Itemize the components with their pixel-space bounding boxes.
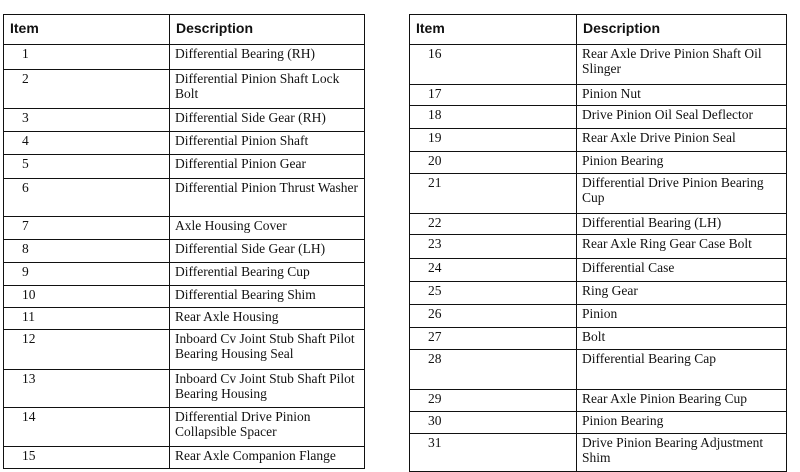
- table-row: [410, 282, 787, 305]
- item-number: 29: [410, 390, 577, 412]
- item-description: Differential Pinion Thrust Washer: [170, 179, 365, 217]
- table-row: [4, 330, 365, 370]
- item-description: Axle Housing Cover: [170, 217, 365, 240]
- table-row: [4, 132, 365, 155]
- item-number: 2: [4, 70, 170, 109]
- table-row: [410, 235, 787, 259]
- item-description: Pinion Bearing: [577, 412, 787, 434]
- item-column-header: Item: [410, 15, 577, 45]
- table-row: [4, 286, 365, 308]
- parts-table-right: [409, 14, 787, 472]
- table-row: [410, 350, 787, 390]
- item-number: 6: [4, 179, 170, 217]
- item-number: 31: [410, 434, 577, 472]
- item-number: 23: [410, 235, 577, 259]
- item-number: 21: [410, 174, 577, 214]
- table-row: [4, 240, 365, 263]
- table-row: [410, 214, 787, 235]
- table-row: [410, 129, 787, 152]
- item-number: 13: [4, 370, 170, 408]
- table-row: [410, 390, 787, 412]
- item-description: Ring Gear: [577, 282, 787, 305]
- item-description: Pinion Nut: [577, 85, 787, 106]
- table-row: [4, 447, 365, 469]
- item-number: 10: [4, 286, 170, 308]
- description-column-header: Description: [170, 15, 365, 45]
- table-header-row: [410, 15, 787, 45]
- item-description: Pinion Bearing: [577, 152, 787, 174]
- item-description: Rear Axle Drive Pinion Shaft Oil Slinger: [577, 45, 787, 85]
- item-number: 7: [4, 217, 170, 240]
- table-row: [4, 179, 365, 217]
- table-row: [410, 106, 787, 129]
- item-number: 24: [410, 259, 577, 282]
- item-number: 14: [4, 408, 170, 447]
- item-description: Bolt: [577, 328, 787, 350]
- table-row: [4, 217, 365, 240]
- item-number: 22: [410, 214, 577, 235]
- item-number: 4: [4, 132, 170, 155]
- item-number: 12: [4, 330, 170, 370]
- table-row: [4, 263, 365, 286]
- table-row: [4, 45, 365, 70]
- item-description: Drive Pinion Oil Seal Deflector: [577, 106, 787, 129]
- item-description: Rear Axle Pinion Bearing Cup: [577, 390, 787, 412]
- item-description: Rear Axle Companion Flange: [170, 447, 365, 469]
- item-description: Differential Side Gear (LH): [170, 240, 365, 263]
- item-number: 28: [410, 350, 577, 390]
- table-row: [4, 70, 365, 109]
- table-row: [410, 412, 787, 434]
- parts-table-left: [3, 14, 365, 469]
- item-description: Differential Drive Pinion Collapsible Spacer: [170, 408, 365, 447]
- item-description: Rear Axle Ring Gear Case Bolt: [577, 235, 787, 259]
- table-row: [410, 152, 787, 174]
- item-description: Rear Axle Drive Pinion Seal: [577, 129, 787, 152]
- table-row: [410, 174, 787, 214]
- item-description: Differential Bearing Cap: [577, 350, 787, 390]
- item-description: Differential Bearing (RH): [170, 45, 365, 70]
- table-row: [410, 259, 787, 282]
- table-row: [410, 85, 787, 106]
- item-description: Drive Pinion Bearing Adjustment Shim: [577, 434, 787, 472]
- table-row: [410, 305, 787, 328]
- item-number: 17: [410, 85, 577, 106]
- item-description: Differential Bearing (LH): [577, 214, 787, 235]
- table-row: [4, 370, 365, 408]
- item-description: Differential Pinion Gear: [170, 155, 365, 179]
- item-number: 5: [4, 155, 170, 179]
- item-number: 9: [4, 263, 170, 286]
- item-number: 27: [410, 328, 577, 350]
- item-number: 16: [410, 45, 577, 85]
- item-number: 15: [4, 447, 170, 469]
- table-row: [4, 408, 365, 447]
- item-number: 30: [410, 412, 577, 434]
- item-description: Differential Bearing Cup: [170, 263, 365, 286]
- item-description: Differential Drive Pinion Bearing Cup: [577, 174, 787, 214]
- description-column-header: Description: [577, 15, 787, 45]
- item-description: Differential Pinion Shaft Lock Bolt: [170, 70, 365, 109]
- item-description: Rear Axle Housing: [170, 308, 365, 330]
- table-row: [410, 45, 787, 85]
- item-description: Inboard Cv Joint Stub Shaft Pilot Bearing Housing Seal: [170, 330, 365, 370]
- item-description: Differential Side Gear (RH): [170, 109, 365, 132]
- item-number: 20: [410, 152, 577, 174]
- item-description: Inboard Cv Joint Stub Shaft Pilot Bearing Housing: [170, 370, 365, 408]
- item-number: 3: [4, 109, 170, 132]
- item-number: 8: [4, 240, 170, 263]
- item-description: Differential Bearing Shim: [170, 286, 365, 308]
- table-header-row: [4, 15, 365, 45]
- item-number: 1: [4, 45, 170, 70]
- item-description: Differential Case: [577, 259, 787, 282]
- item-number: 25: [410, 282, 577, 305]
- table-row: [4, 308, 365, 330]
- item-description: Differential Pinion Shaft: [170, 132, 365, 155]
- item-number: 19: [410, 129, 577, 152]
- item-number: 18: [410, 106, 577, 129]
- item-number: 26: [410, 305, 577, 328]
- table-row: [4, 109, 365, 132]
- table-row: [4, 155, 365, 179]
- item-number: 11: [4, 308, 170, 330]
- table-row: [410, 328, 787, 350]
- item-column-header: Item: [4, 15, 170, 45]
- item-description: Pinion: [577, 305, 787, 328]
